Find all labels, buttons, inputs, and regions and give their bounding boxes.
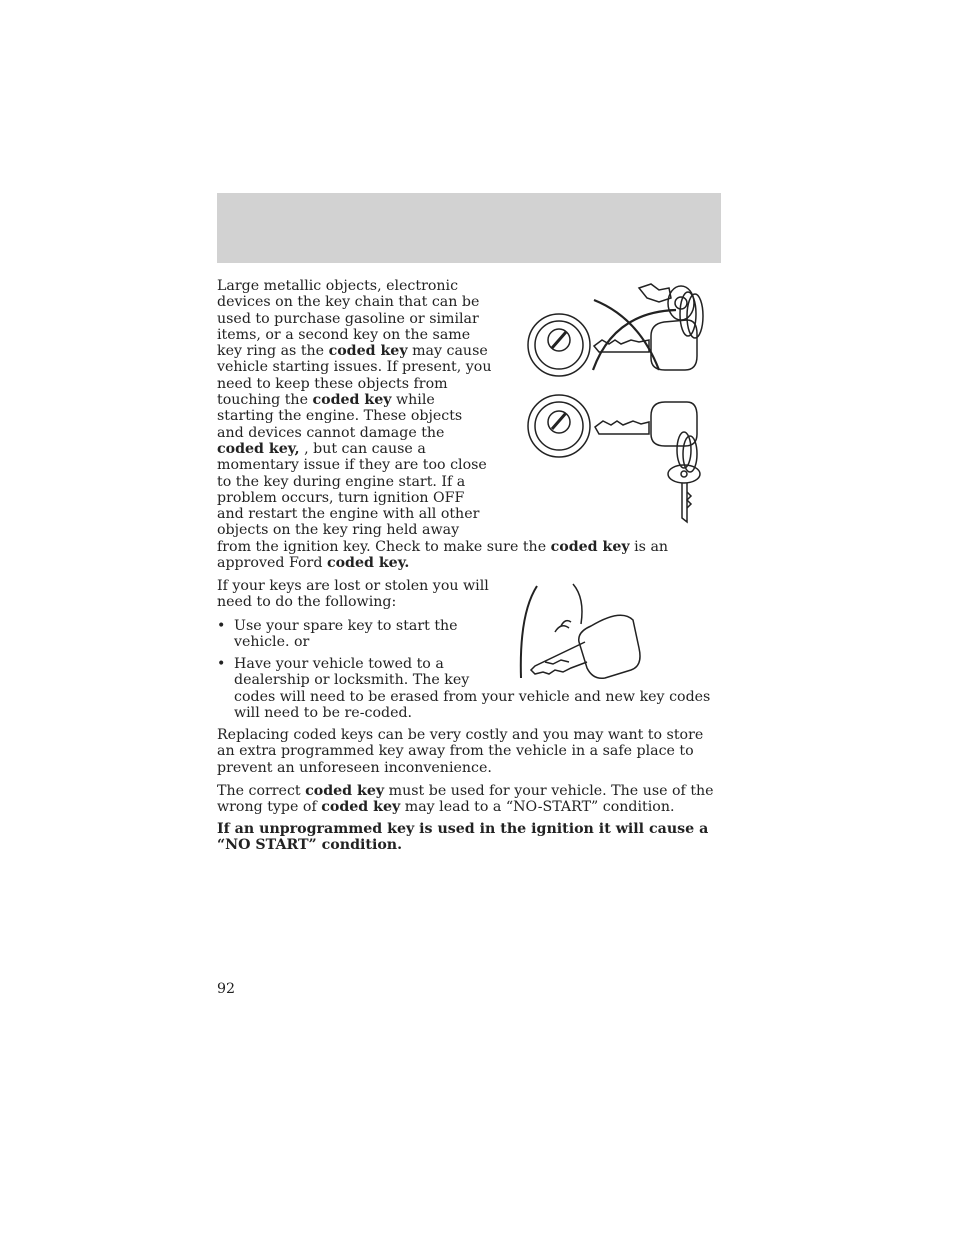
ignition-lock-bottom-icon [528, 395, 590, 457]
list-item: • Use your spare key to start the vehicle. or [217, 617, 458, 650]
lost-keys-intro: If your keys are lost or stolen you will need to do the following: [217, 578, 489, 611]
ignition-lock-top-icon [528, 314, 590, 376]
page-number: 92 [217, 981, 236, 997]
illustration-key-rings [499, 278, 721, 528]
lost-keys-list [217, 618, 721, 722]
header-band [217, 193, 721, 263]
para-replacing-keys [217, 727, 721, 776]
para-correct-key [217, 783, 721, 816]
warning-text: If an unprogrammed key is used in the ignition it will cause a “NO START” condition. [217, 821, 709, 854]
list-item: • Have your vehicle towed to a dealership or locksmith. The key codes will need to be erased from your vehicle and new key codes will need to be re-coded. [217, 656, 711, 722]
section-key-interference [217, 278, 721, 571]
key-interference-paragraph: Large metallic objects, electronic devices on the key chain that can be used to purchase gasoline or similar items, or a second key on the same key ring as the coded key may cause vehicle starting issues. If present, you need to keep these objects from touching the coded key while starting the engine. These objects and devices cannot damage the coded key, , but can cause a momentary issue if they are too close to the key during engine start. If a problem occurs, turn ignition OFF and restart the engine with all other objects on the key ring held away from the ignition key. Check to make sure the coded key is an approved Ford coded key. [217, 278, 669, 572]
bullet-mark: • [217, 656, 226, 673]
correct-key-text: The correct coded key must be used for your vehicle. The use of the wrong type of coded key may lead to a “NO-START” condition. [217, 783, 714, 816]
section-lost-keys [217, 578, 721, 727]
bullet-mark: • [217, 617, 226, 634]
warning-unprogrammed-key [217, 821, 721, 854]
replacing-keys-text: Replacing coded keys can be very costly and you may want to store an extra programmed key away from the vehicle in a safe place to prevent an unforeseen inconvenience. [217, 727, 704, 776]
